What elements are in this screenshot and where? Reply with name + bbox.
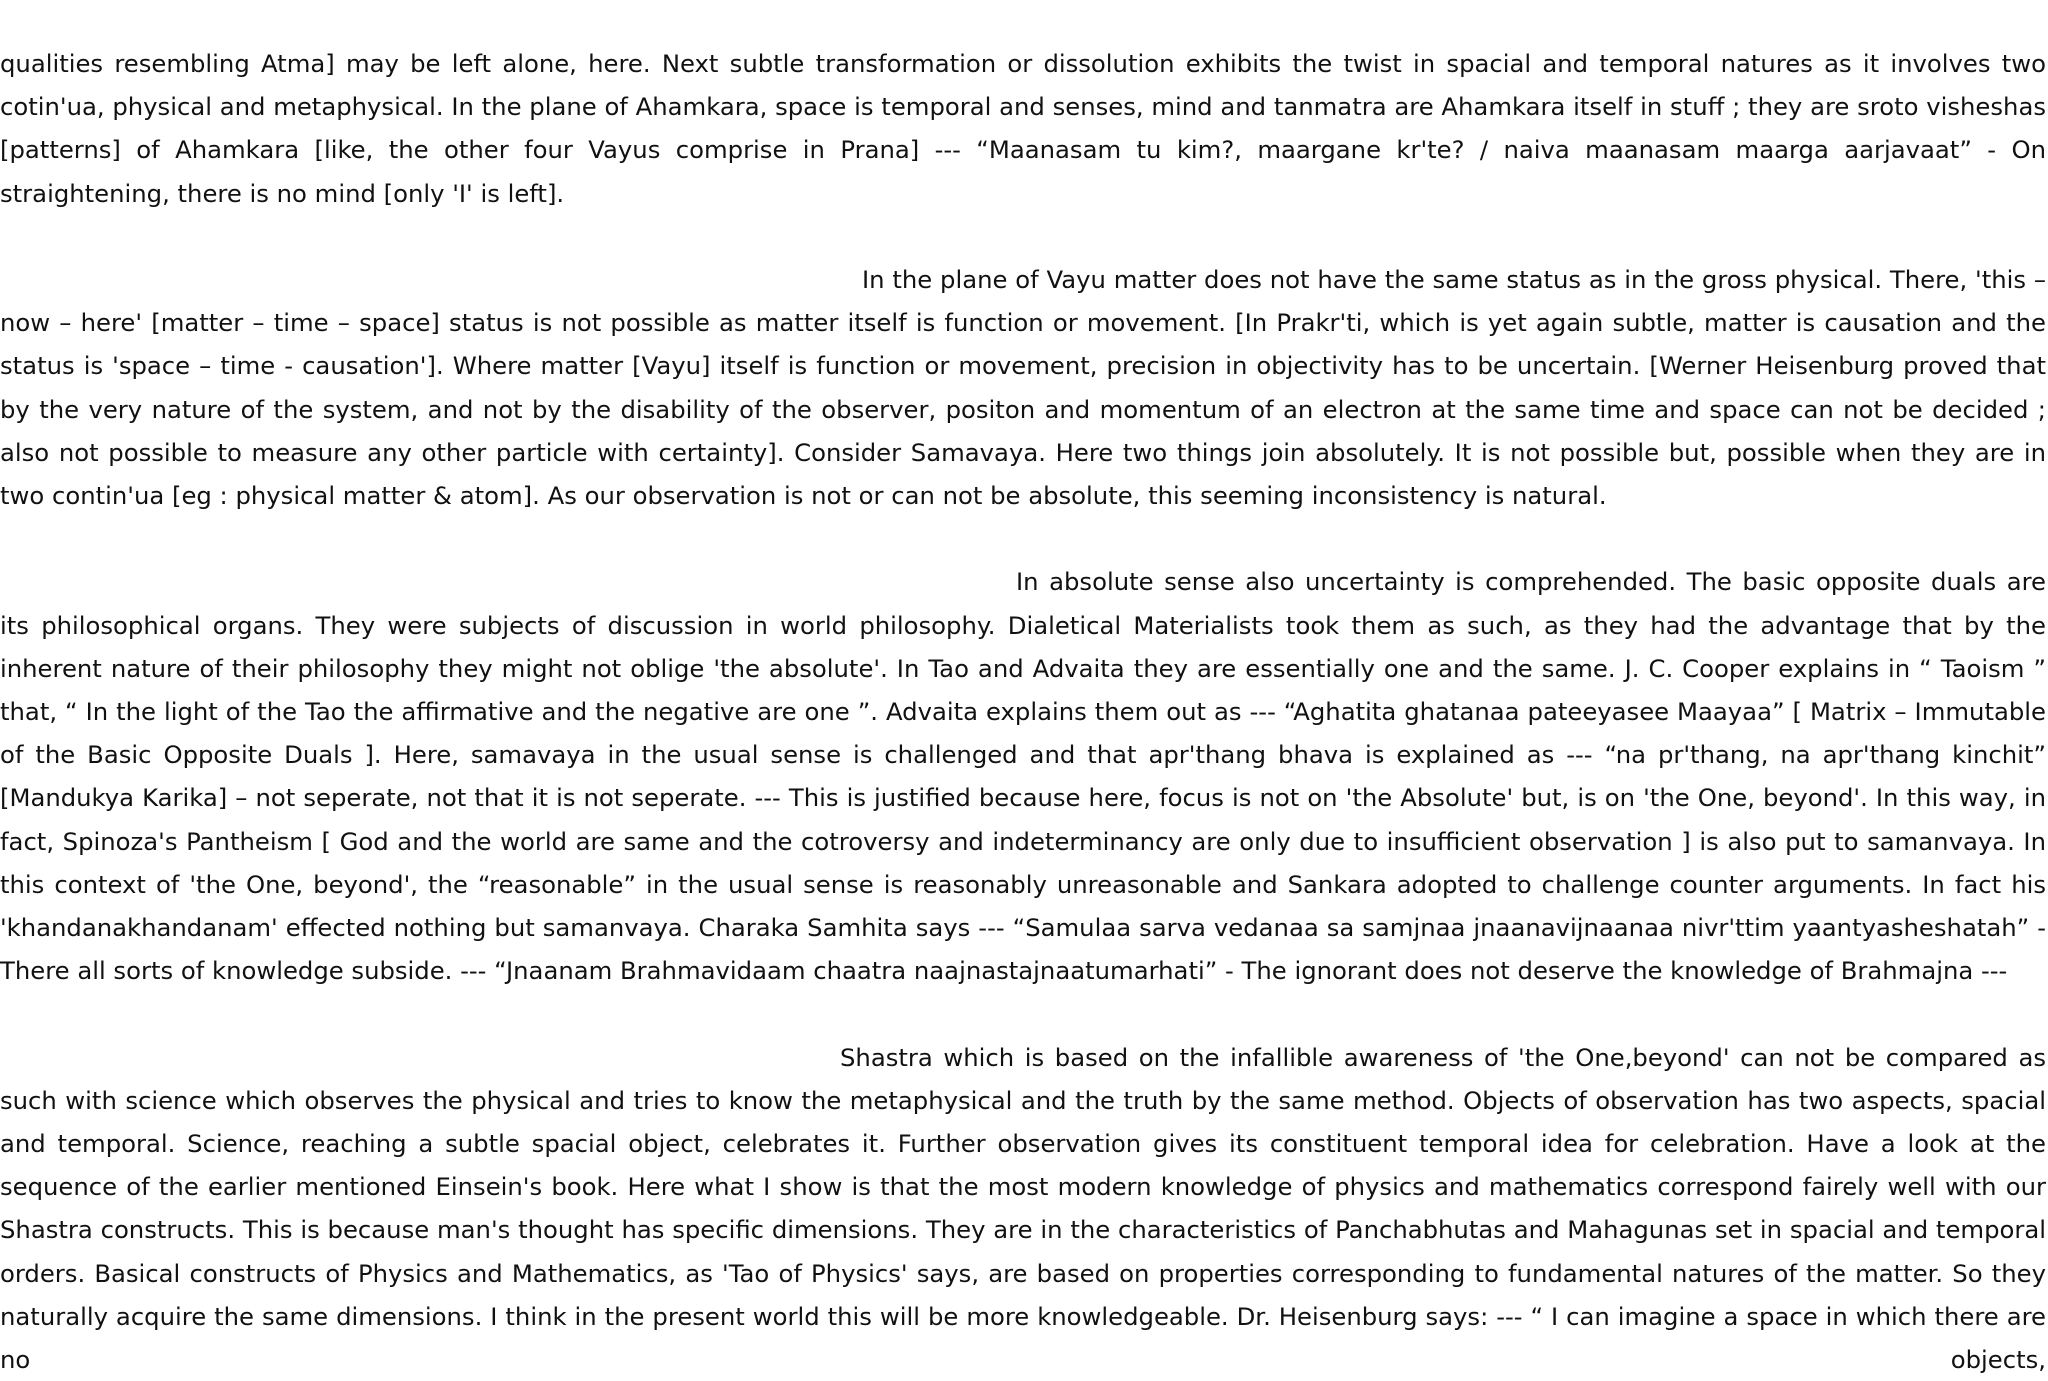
paragraph-2: In the plane of Vayu matter does not have the same status as in the gross physical. There, 'this – now – here' [matter – time – space] status is not possible as matter itself is function or movement. [In Prakr'ti, which is yet again subtle, matter is causation and the status is 'space – time - causation']. Where matter [Vayu] itself is function or movement, precision in objectivity has to be uncertain. [Werner Heisenburg proved that by the very nature of the system, and not by the disability of the observer, positon and momentum of an electron at the same time and space can not be decided ; also not possible to measure any other particle with certainty]. Consider Samavaya. Here two things join absolutely. It is not possible but, possible when they are in two contin'ua [eg : physical matter & atom]. As our observation is not or can not be absolute, this seeming inconsistency is natural. — [0, 265, 2046, 511]
paragraph-3: In absolute sense also uncertainty is comprehended. The basic opposite duals are its philosophical organs. They were subjects of discussion in world philosophy. Dialetical Materialists took them as such, as they had the advantage that by the inherent nature of their philosophy they might not oblige 'the absolute'. In Tao and Advaita they are essentially one and the same. J. C. Cooper explains in “ Taoism ” that, “ In the light of the Tao the affirmative and the negative are one ”. Advaita explains them out as --- “Aghatita ghatanaa pateeyasee Maayaa” [ Matrix – Immutable of the Basic Opposite Duals ]. Here, samavaya in the usual sense is challenged and that apr'thang bhava is explained as --- “na pr'thang, na apr'thang kinchit” [Mandukya Karika] – not seperate, not that it is not seperate. --- This is justified because here, focus is not on 'the Absolute' but, is on 'the One, beyond'. In this way, in fact, Spinoza's Pantheism [ God and the world are same and the cotroversy and indeterminancy are only due to insufficient observation ] is also put to samanvaya. In this context of 'the One, beyond', the “reasonable” in the usual sense is reasonably unreasonable and Sankara adopted to challenge counter arguments. In fact his 'khandanakhandanam' effected nothing but samanvaya. Charaka Samhita says --- “Samulaa sarva vedanaa sa samjnaa jnaanavijnaanaa nivr'ttim yaantyasheshatah” - There all sorts of knowledge subside. --- “Jnaanam Brahmavidaam chaatra naajnastajnaatumarhati” - The ignorant does not deserve the knowledge of Brahmajna --- — [0, 567, 2046, 986]
document-body — [0, 42, 2046, 1381]
paragraph-4: Shastra which is based on the infallible awareness of 'the One,beyond' can not be compared as such with science which observes the physical and tries to know the metaphysical and the truth by the same method. Objects of observation has two aspects, spacial and temporal. Science, reaching a subtle spacial object, celebrates it. Further observation gives its constituent temporal idea for celebration. Have a look at the sequence of the earlier mentioned Einsein's book. Here what I show is that the most modern knowledge of physics and mathematics correspond fairely well with our Shastra constructs. This is because man's thought has specific dimensions. They are in the characteristics of Panchabhutas and Mahagunas set in spacial and temporal orders. Basical constructs of Physics and Mathematics, as 'Tao of Physics' says, are based on properties corresponding to fundamental natures of the matter. So they naturally acquire the same dimensions. I think in the present world this will be more knowledgeable. Dr. Heisenburg says: --- “ I can imagine a space in which there are no objects, — [0, 1042, 2046, 1375]
paragraph-1: qualities resembling Atma] may be left alone, here. Next subtle transformation or dissolution exhibits the twist in spacial and temporal natures as it involves two cotin'ua, physical and metaphysical. In the plane of Ahamkara, space is temporal and senses, mind and tanmatra are Ahamkara itself in stuff ; they are sroto visheshas [patterns] of Ahamkara [like, the other four Vayus comprise in Prana] --- “Maanasam tu kim?, maargane kr'te? / naiva maanasam maarga aarjavaat” - On straightening, there is no mind [only 'I' is left]. — [0, 49, 2046, 208]
